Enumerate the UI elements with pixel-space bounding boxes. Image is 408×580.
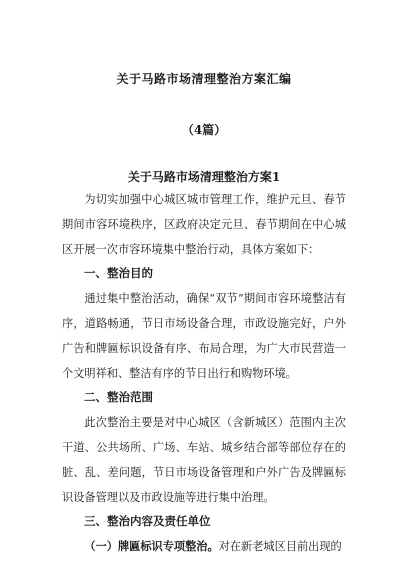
purpose-paragraph: 通过集中整治活动，确保“双节”期间市容环境整洁有序，道路畅通，节日市场设备合理，市政设施完好，户外广告和牌匾标识设备有序、布局合理，为广大市民营造一个文明祥和、整洁有序的节日出行和购物环境。 <box>62 292 346 380</box>
heading-purpose: 一、整治目的 <box>84 266 153 280</box>
content-paragraph <box>62 534 346 559</box>
heading-content: 三、整治内容及责任单位 <box>84 514 211 528</box>
document-count: （4篇） <box>181 123 227 137</box>
document-title: 关于马路市场清理整治方案汇编 <box>116 72 292 86</box>
intro-paragraph: 为切实加强中心城区城市管理工作，维护元旦、春节期间市容环境秩序，区政府决定元旦、春节期间在中心城区开展一次市容环境集中整治行动，具体方案如下： <box>62 193 346 256</box>
section-title: 关于马路市场清理整治方案1 <box>127 170 281 184</box>
scope-paragraph: 此次整治主要是对中心城区（含新城区）范围内主次干道、公共场所、广场、车站、城乡结合部等部位存在的脏、乱、差问题，节日市场设备管理和户外广告及牌匾标识设备管理以及市政设施等进行集中治理。 <box>62 416 346 504</box>
content-rest: 对在新老城区目前出现的 <box>218 540 342 553</box>
content-lead: （一）牌匾标识专项整治。 <box>84 539 219 553</box>
heading-scope: 二、整治范围 <box>84 390 153 404</box>
